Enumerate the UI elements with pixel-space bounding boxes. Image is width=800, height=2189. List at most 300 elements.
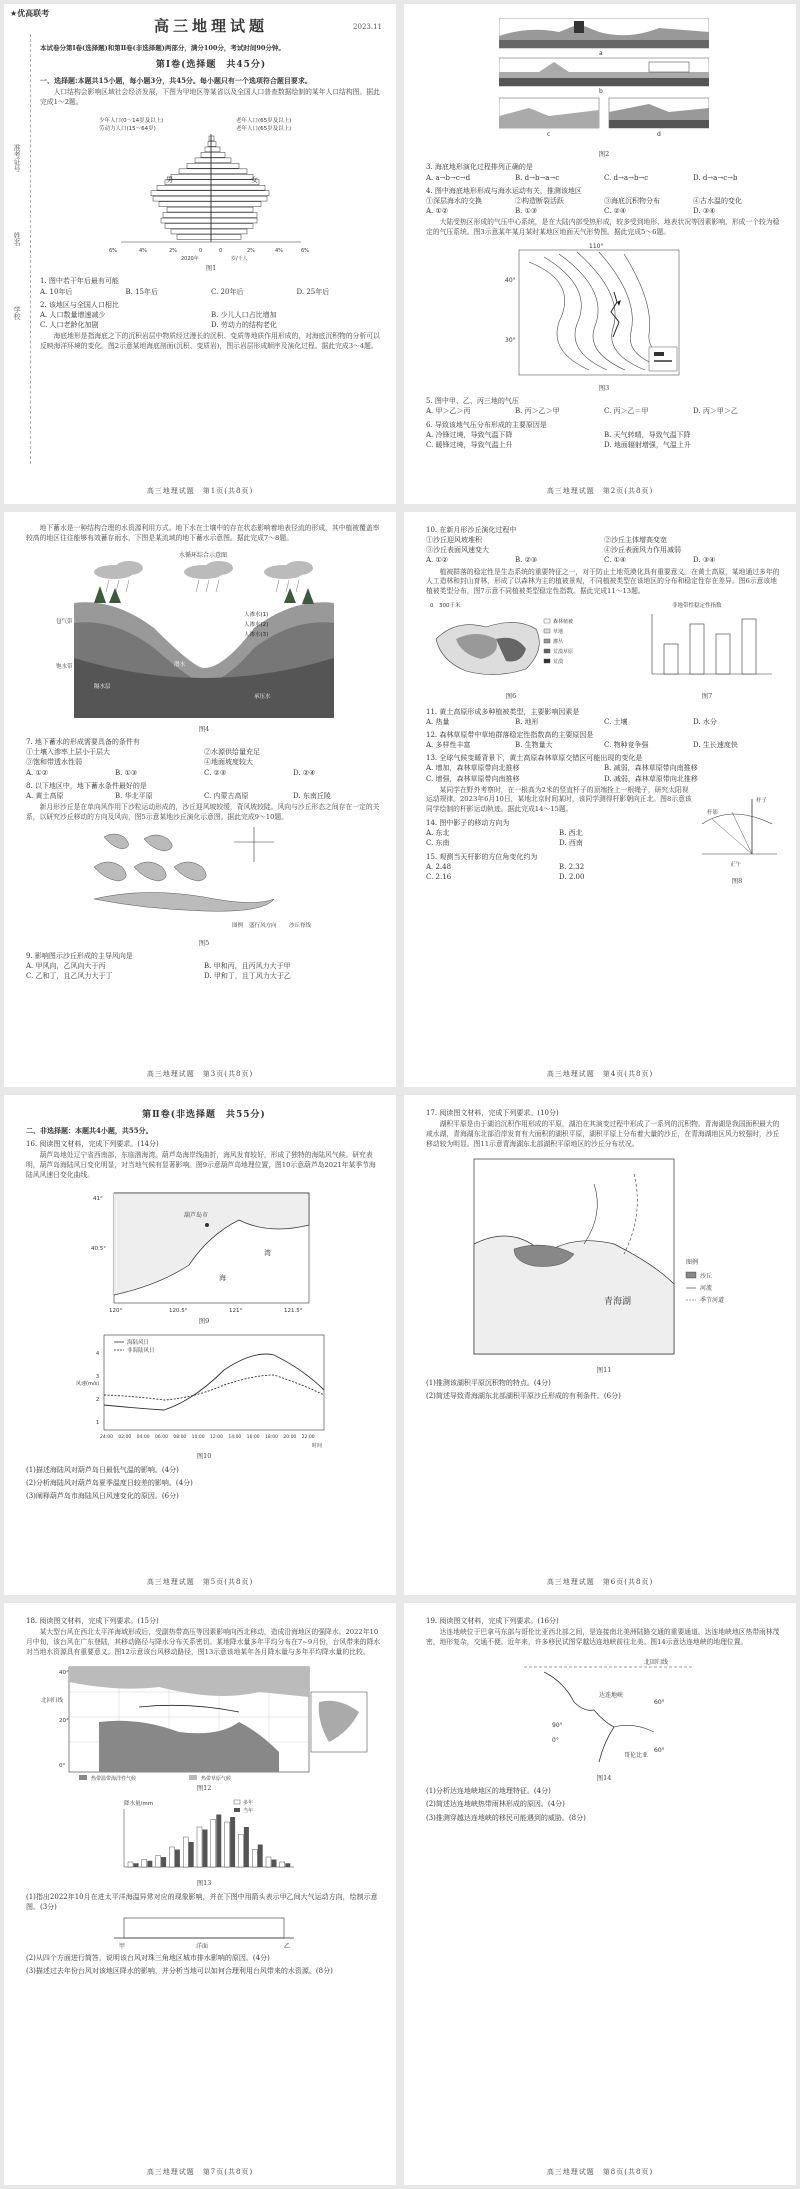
q7-item-4: ④地面坡度较大 xyxy=(204,758,253,767)
precip-bar-avg xyxy=(238,1835,243,1868)
pyramid-bar-right xyxy=(211,152,225,157)
q4-option-b: B. ①③ xyxy=(515,206,538,215)
profile-label-d: d xyxy=(657,131,661,138)
q10-option-a: A. ①② xyxy=(426,556,449,565)
qinghai-lake-map xyxy=(454,1154,754,1364)
page-5-footer: 高三地理试题 第5页(共8页) xyxy=(146,1577,254,1586)
fig12-tropic: 北回归线 xyxy=(41,1697,64,1704)
page-2-footer: 高三地理试题 第2页(共8页) xyxy=(546,486,654,495)
precip-bar-current xyxy=(203,1830,208,1868)
page-7-footer: 高三地理试题 第7页(共8页) xyxy=(146,2167,254,2176)
q11-option-d: D. 水分 xyxy=(693,717,717,726)
page-4-footer: 高三地理试题 第4页(共8页) xyxy=(546,1069,654,1078)
q4-item-1: ①深层海水的交换 xyxy=(426,196,482,205)
pyr-male: 男 xyxy=(166,176,173,185)
fig6-caption: 图6 xyxy=(505,692,517,701)
side-label-id: 准考证号 xyxy=(13,144,22,172)
pyr-right-tick-1: 0 xyxy=(219,248,223,255)
page-8-footer: 高三地理试题 第8页(共8页) xyxy=(546,2167,654,2176)
fig3-lon: 110° xyxy=(589,242,604,250)
axis-left: 甲 xyxy=(119,1942,126,1950)
pyramid-bar-left xyxy=(167,207,211,212)
q4-option-c: C. ②④ xyxy=(604,206,627,215)
pyramid-bar-right xyxy=(211,185,265,190)
q4-item-3: ③海底沉积物分布 xyxy=(604,196,660,205)
fig8-pole: 杆子 xyxy=(756,797,768,804)
legend-young: 少年人口(0～14岁及以上) xyxy=(99,118,164,125)
q10-option-b: B. ②③ xyxy=(515,556,538,565)
volume-1-heading: 第Ⅰ卷(选择题 共45分) xyxy=(155,60,267,71)
pyramid-bar-left xyxy=(208,142,211,147)
q13-option-b: B. 减弱，森林草原带向南推移 xyxy=(604,764,698,773)
fig12-legend-2: 热带草原气候 xyxy=(201,1775,232,1782)
fig14-lat-60s: 60° xyxy=(654,1746,665,1754)
q13-option-d: D. 减弱，森林草原带向北推移 xyxy=(604,774,698,783)
page-3 xyxy=(4,512,396,1087)
fig10-legend-sea: 海陆风日 xyxy=(127,1340,150,1347)
question-13: 13. 全球气候变暖背景下，黄土高原森林草原交错区可能出现的变化是 xyxy=(426,754,643,763)
groundwater-figure xyxy=(54,548,354,723)
fig10-x-tick: 10:00 xyxy=(191,1435,205,1441)
precipitation-chart xyxy=(104,1797,304,1877)
page-4 xyxy=(404,512,796,1087)
q18-sub-1: (1)指出2022年10月在进太平洋海温异常对应的现象影响，并在下图中用箭头表示甲乙间大气运动方向，绘制示意图。(3分) xyxy=(26,1892,378,1911)
q6-option-a: A. 冷锋过境，导致气温下降 xyxy=(426,430,513,439)
q14-option-a: A. 东北 xyxy=(426,829,450,838)
question-15: 15. 观测当天杆影的方位角变化约为 xyxy=(426,852,538,861)
pyr-year: 2020年 xyxy=(181,256,199,263)
q18-sub-3: (3)描述过去年份台风对该地区降水的影响，并分析当地可以如何合理利用台风带来的水资源。(8分) xyxy=(26,1966,333,1975)
fig10-x-tick: 22:00 xyxy=(301,1435,315,1441)
intro-q11-13: 植被群落的稳定性是生态系统的重要特征之一，对于防止土地荒漠化具有重要意义。在黄土高原，某地通过多年的人工造林和封山育林，形成了以森林为主的植被景观，不同植被类型在该地区的分布和稳定性存在差异。图6示意该地植被类型分布，图7示意不同植被类型稳定性指数。据此完成11～13题。 xyxy=(426,567,780,596)
fig14-darien: 达连地峡 xyxy=(599,1691,624,1699)
q7-option-c: C. ②③ xyxy=(204,768,227,777)
pyr-left-tick-1: 6% xyxy=(109,248,117,255)
q7-item-2: ②水源供给量充足 xyxy=(204,748,260,757)
pyramid-bar-right xyxy=(211,142,216,147)
fig9-lon-121: 121° xyxy=(229,1307,243,1314)
section-1-heading: 一、选择题:本题共15小题，每小题3分，共45分。每小题只有一个选项符合题目要求。 xyxy=(40,76,312,86)
shadow-trace-figure xyxy=(692,784,782,874)
precip-bar-current xyxy=(272,1860,277,1868)
page-2 xyxy=(404,4,796,504)
axis-mid: 洋面 xyxy=(196,1942,209,1950)
precip-bar-avg xyxy=(252,1850,257,1868)
fig10-ylabel: 风速(m/s) xyxy=(76,1381,100,1388)
fig10-x-tick: 06:00 xyxy=(155,1435,168,1441)
fig9-lon-120: 120° xyxy=(109,1307,123,1314)
binding-line xyxy=(30,34,31,464)
q3-option-a: A. a→b→c→d xyxy=(426,173,471,182)
pyramid-bar-right xyxy=(211,202,261,207)
pyramid-bar-left xyxy=(205,147,211,152)
q10-option-c: C. ①④ xyxy=(604,556,627,565)
profile-label-a: a xyxy=(599,50,603,57)
q11-option-c: C. 土壤 xyxy=(604,717,628,726)
q11-option-b: B. 地形 xyxy=(515,717,539,726)
pyr-right-tick-2: 2% xyxy=(247,248,255,255)
fig4-label-aeration: 包气带 xyxy=(56,618,73,625)
fig9-sea: 海 xyxy=(219,1273,226,1282)
q4-item-2: ②构造断裂活跃 xyxy=(515,196,564,205)
q10-item-2: ②沙丘主体增高变宽 xyxy=(604,536,667,545)
pyramid-bar-right xyxy=(211,224,253,229)
question-11: 11. 黄土高原形成多种植被类型，主要影响因素是 xyxy=(426,707,580,716)
fig5-legend-title: 图例 xyxy=(232,922,244,929)
exam-title: 高三地理试题 xyxy=(153,17,268,35)
fig9-bay: 湾 xyxy=(264,1248,271,1257)
precip-bar-avg xyxy=(266,1857,271,1867)
pyramid-bar-left xyxy=(165,224,211,229)
precip-bar-current xyxy=(161,1857,166,1867)
pyramid-bar-left xyxy=(187,163,211,168)
page-5 xyxy=(4,1095,396,1595)
legend-work: 劳动力人口(15～64岁) xyxy=(99,126,156,133)
q7-item-3: ③饱和带透水性弱 xyxy=(26,758,82,767)
fig10-x-ticks xyxy=(100,1434,315,1440)
pyramid-bar-right xyxy=(211,147,220,152)
q15-option-a: A. 2.48 xyxy=(426,862,452,871)
precip-bar-avg xyxy=(142,1860,147,1868)
question-4: 4. 图中海底地形形成与海水运动有关，推测该地区 xyxy=(426,186,582,195)
q19-sub-2: (2)简述达连地峡热带雨林形成的原因。(4分) xyxy=(426,1800,565,1809)
page-6-footer: 高三地理试题 第6页(共8页) xyxy=(546,1577,654,1586)
page-3-footer: 高三地理试题 第3页(共8页) xyxy=(146,1069,254,1078)
fig10-ytick-3: 3 xyxy=(96,1374,100,1381)
fig8-noon: 正午 xyxy=(730,861,742,868)
pyr-right-tick-3: 4% xyxy=(275,248,283,255)
question-16: 16. 阅读图文材料，完成下列要求。(14分) xyxy=(26,1140,159,1149)
q16-sub-2: (2)分析海陆风对葫芦岛夏季温度日较差的影响。(4分) xyxy=(26,1478,193,1487)
fig1-caption: 图1 xyxy=(205,264,217,273)
q2-option-b: B. 少儿人口占比增加 xyxy=(211,310,277,319)
fig2-caption: 图2 xyxy=(598,150,610,158)
pyramid-bars xyxy=(151,136,269,239)
axis-right: 乙 xyxy=(284,1942,291,1950)
page-6 xyxy=(404,1095,796,1595)
precip-bar-avg xyxy=(211,1820,216,1868)
q7-option-d: D. ②④ xyxy=(293,768,316,777)
fig6-legend-desert: 荒漠 xyxy=(553,659,564,666)
fig4-label-saturation: 饱水带 xyxy=(56,663,73,670)
fig3-lat-40: 40° xyxy=(505,276,516,284)
fig6-legend-grass: 草地 xyxy=(553,629,564,636)
q8-option-a: A. 黄土高原 xyxy=(26,791,64,800)
fig8-caption: 图8 xyxy=(731,876,743,885)
q18-sub-2: (2)从四个方面进行简答，说明该台风对珠三角地区城市排水影响的原因。(4分) xyxy=(26,1953,270,1962)
q5-option-d: D. 丙＞甲＞乙 xyxy=(693,407,738,416)
pyramid-bar-right xyxy=(211,169,247,174)
q15-option-c: C. 2.16 xyxy=(426,872,452,881)
fig12-lat-0: 0° xyxy=(59,1762,66,1769)
pyr-left-tick-4: 0 xyxy=(199,248,203,255)
fig4-caption: 图4 xyxy=(198,724,210,733)
q9-option-c: C. 乙和丁，且乙风力大于丁 xyxy=(26,972,113,981)
volume-2-heading: 第Ⅱ卷(非选择题 共55分) xyxy=(142,1110,266,1120)
q16-sub-1: (1)描述海陆风对葫芦岛日最低气温的影响。(4分) xyxy=(26,1465,179,1474)
q5-option-b: B. 丙＞乙＞甲 xyxy=(515,407,560,416)
q17-sub-1: (1)推测该湖积平原沉积物的特点。(4分) xyxy=(426,1379,551,1388)
intro-q3-4: 海底地形是指海底之下的沉积岩层中物质经过漫长的沉积、变质等地质作用形成的，对海底沉积物的分析可以反映海洋环境的变化。图2示意某地海底剖面(沉积、变质岩)，图示岩层形成顺序及演化过程。据此完成3～4题。 xyxy=(40,332,380,351)
q11-option-a: A. 热量 xyxy=(426,717,450,726)
q7-option-b: B. ①③ xyxy=(115,768,138,777)
question-1: 1. 图中若干年后最有可能 xyxy=(40,277,119,286)
question-10: 10. 在新月形沙丘演化过程中 xyxy=(426,526,517,534)
q12-option-b: B. 生物量大 xyxy=(515,741,553,750)
question-5: 5. 图中甲、乙、丙三地的气压 xyxy=(426,397,519,406)
pyramid-bar-right xyxy=(211,191,269,196)
precip-bar-avg xyxy=(183,1837,188,1867)
precip-bar-current xyxy=(258,1845,263,1868)
precip-bar-current xyxy=(285,1863,290,1867)
drawing-area[interactable] xyxy=(104,1916,304,1950)
question-19: 19. 阅读图文材料，完成下列要求。(16分) xyxy=(426,1617,559,1625)
intro-q9-10: 新月形沙丘是在单向风作用下沙粒运动形成的，沙丘迎风坡较缓，背风坡较陡。风向与沙丘形态之间存在一定的关系，以研究沙丘移动的方向及风向，图5示意某地沙丘演化示意图。据此完成9～10题。 xyxy=(26,802,380,821)
precip-bar-avg xyxy=(197,1827,202,1867)
fig9-caption: 图9 xyxy=(198,1316,210,1325)
fig7-caption: 图7 xyxy=(701,692,713,701)
profile-label-c: c xyxy=(547,131,551,138)
fig10-ytick-2: 2 xyxy=(96,1397,100,1404)
pyramid-bar-left xyxy=(153,196,211,201)
q2-option-a: A. 人口数量增速减少 xyxy=(40,310,106,319)
legend-old-m: 老年人口(65岁及以上) xyxy=(236,118,292,125)
question-2: 2. 该地区与全国人口相比 xyxy=(40,300,119,309)
pyr-left-tick-3: 2% xyxy=(169,248,177,255)
q2-option-d: D. 劳动力的结构老化 xyxy=(211,321,277,330)
q5-option-c: C. 丙＞乙＝甲 xyxy=(604,407,649,416)
pyr-right-tick-4: 6% xyxy=(301,248,309,255)
question-14: 14. 图中影子的移动方向为 xyxy=(426,819,510,828)
exam-badge: ★优高联考 xyxy=(10,9,50,18)
q3-option-b: B. d→b→a→c xyxy=(515,173,560,182)
pyramid-bar-left xyxy=(171,229,211,234)
side-label-name: 姓名 xyxy=(13,232,22,246)
legend-old-f: 老年人口(65岁及以上) xyxy=(236,126,292,133)
fig4-label-infil-2: 人渗水(2) xyxy=(244,621,269,628)
wind-speed-chart xyxy=(74,1330,334,1450)
q14-option-c: C. 东南 xyxy=(426,839,450,848)
precip-bar-current xyxy=(244,1827,249,1867)
candidate-info-sidebar xyxy=(12,144,26,380)
q4-item-4: ④古水温的变化 xyxy=(693,196,742,205)
fig11-caption: 图11 xyxy=(596,1365,612,1374)
fig10-legend-non: 非海陆风日 xyxy=(127,1348,155,1355)
q4-option-d: D. ③④ xyxy=(693,206,716,215)
fig10-x-tick: 08:00 xyxy=(173,1435,187,1441)
pyramid-bar-left xyxy=(179,169,211,174)
fig10-x-tick: 18:00 xyxy=(265,1435,278,1441)
intro-q16: 葫芦岛地处辽宁省西南部，东临渤海湾。葫芦岛海岸线曲折，海风发育较好，形成了独特的海陆风气候。研究表明，葫芦岛海陆风日变化明显，对当地气候有显著影响。图9示意葫芦岛地理位置，图10示意葫芦岛2021年某季节海陆风风速日变化曲线。 xyxy=(26,1151,376,1180)
pyramid-bar-left xyxy=(163,213,211,218)
q8-option-c: C. 内蒙古高原 xyxy=(204,791,249,800)
precip-bar-current xyxy=(189,1842,194,1867)
fig4-label-aquiclude: 隔水层 xyxy=(94,683,111,690)
pyramid-bar-left xyxy=(151,191,211,196)
q3-option-d: D. d→a→c→b xyxy=(693,173,738,182)
stability-bar-chart xyxy=(632,599,782,689)
fig11-legend-seasonal: 季节河道 xyxy=(700,1296,725,1304)
fig10-xlabel: 时间 xyxy=(312,1443,323,1450)
section-2-heading: 二、非选择题：本题共4小题，共55分。 xyxy=(26,1126,153,1136)
q8-option-b: B. 华北平原 xyxy=(115,791,153,800)
fig9-lon-120-5: 120.5° xyxy=(169,1307,188,1314)
fig5-legend-wind: 盛行风方向 xyxy=(249,922,277,929)
q13-option-a: A. 增加，森林草原带向北推移 xyxy=(426,764,520,773)
darien-map xyxy=(504,1652,704,1772)
pyramid-bar-left xyxy=(161,218,211,223)
fig8-shadow: 杆影 xyxy=(707,809,719,816)
fig4-label-infil-3: 人渗水(3) xyxy=(244,631,269,638)
fig12-lat-40: 40° xyxy=(59,1669,69,1676)
precip-bar-avg xyxy=(280,1862,285,1867)
q10-item-1: ①沙丘迎风坡堆积 xyxy=(426,536,482,545)
q1-option-b: B. 15年后 xyxy=(125,287,159,296)
fig12-legend-1: 热带温带海洋性气候 xyxy=(91,1775,137,1782)
q8-option-d: D. 东南丘陵 xyxy=(293,791,331,800)
fig10-x-tick: 04:00 xyxy=(136,1435,150,1441)
q3-option-c: C. d→a→b→c xyxy=(604,173,649,182)
side-label-school: 学校 xyxy=(13,306,22,320)
page-8 xyxy=(404,1603,796,2185)
q17-sub-2: (2)简述导致青海湖东北部湖积平原沙丘形成的有利条件。(6分) xyxy=(426,1392,621,1401)
fig11-legend-river: 河流 xyxy=(700,1284,713,1292)
precip-bar-avg xyxy=(169,1847,174,1867)
pyramid-bar-right xyxy=(211,163,239,168)
pyr-axis: 岁/千人 xyxy=(231,256,248,263)
fig6-legend-steppe: 荒漠草原 xyxy=(553,649,574,656)
intro-q5-6: 大陆受热区形成的气压中心系统，是在大陆内部受热形成，较多受到地形、地表状况等因素影响，形成一个较为稳定的气压系统。图3示意某年某月某时某地区地面天气形势图。据此完成5～6题。 xyxy=(426,218,780,236)
pyr-left-tick-2: 4% xyxy=(139,248,147,255)
pyramid-bar-right xyxy=(211,207,253,212)
fig11-legend-dune: 沙丘 xyxy=(700,1272,713,1280)
fig12-lat-20: 20° xyxy=(59,1717,69,1724)
fig10-ytick-4: 4 xyxy=(96,1351,100,1358)
fig4-top: 水循环综合示意图 xyxy=(179,551,228,559)
intro-q19: 达连地峡位于巴拿马东部与哥伦比亚西北部之间，是连接南北美洲陆路交通的重要通道。达连地峡地区热带雨林茂密，地形复杂，交通不便。近年来，许多移民试图穿越达连地峡前往北美。图14示意达连地峡的地理位置。 xyxy=(426,1628,780,1646)
q13-option-c: C. 增强，森林草原带向南推移 xyxy=(426,774,520,783)
pyramid-bar-right xyxy=(211,229,247,234)
q16-sub-3: (3)阐释葫芦岛市海陆风日风速变化的原因。(6分) xyxy=(26,1491,179,1500)
page-1-footer: 高三地理试题 第1页(共8页) xyxy=(146,486,254,495)
pyramid-bar-right xyxy=(211,174,253,179)
q7-option-a: A. ①② xyxy=(26,768,49,777)
pyramid-bar-left xyxy=(159,202,211,207)
question-7: 7. 地下蓄水的形成需要具备的条件有 xyxy=(26,738,140,747)
q10-option-d: D. ③④ xyxy=(693,556,716,565)
fig11-legend-title: 图例 xyxy=(686,1258,699,1266)
pyramid-bar-right xyxy=(211,136,214,141)
intro-q17: 湖积平原是由于湖泊沉积作用形成的平原，湖泊在其演变过程中形成了一系列的沉积物。青海湖是我国面积最大的咸水湖，青海湖东北部沿岸发育有大面积的湖积平原，湖积平原上分布着大量的沙丘，在青海湖地区风力较强时，沙丘移动较为明显。图11示意青海湖东北部湖积平原地区的沙丘分布状况。 xyxy=(426,1120,780,1148)
fig9-place: 葫芦岛市 xyxy=(184,1211,209,1219)
q7-item-1: ①土壤入渗率上层小于层大 xyxy=(26,748,110,757)
q4-option-a: A. ①② xyxy=(426,206,449,215)
intro-q14-15: 某同学在野外考察时，在一根高为2米的竖直杆子的顶端拴上一根绳子，研究太阳视运动规律。2023年6月10日，某地北京时间某时，该同学测得杆影朝向正北。图8示意该同学绘制的杆影运动轨迹。据此完成14～15题。 xyxy=(426,785,692,814)
question-6: 6. 导致该地气压分布形成的主要原因是 xyxy=(426,420,547,429)
q6-option-b: B. 天气转晴，导致气温下降 xyxy=(604,430,691,439)
pyramid-bar-right xyxy=(211,158,231,163)
precip-bar-current xyxy=(216,1815,221,1868)
precip-bar-current xyxy=(175,1850,180,1868)
intro-q1-2: 人口结构会影响区域社会经济发展，下图为甲地区等某省以及全国人口普查数据绘制的某年人口结构图。据此完成1～2题。 xyxy=(40,88,380,107)
precipitation-bars xyxy=(128,1815,290,1868)
fig11-lake: 青海湖 xyxy=(604,1296,632,1307)
pyramid-bar-left xyxy=(195,158,211,163)
q19-sub-3: (3)推测穿越达连地峡的移民可能遇到的威胁。(8分) xyxy=(426,1813,586,1822)
exam-notice: 本试卷分第Ⅰ卷(选择题)和第Ⅱ卷(非选择题)两部分，满分100分，考试时间90分钟。 xyxy=(40,43,285,52)
q12-option-a: A. 多样性丰富 xyxy=(426,741,471,750)
fig10-ytick-1: 1 xyxy=(96,1420,100,1427)
q14-option-d: D. 西南 xyxy=(559,839,583,848)
fig10-x-tick: 24:00 xyxy=(100,1435,113,1441)
pyr-female: 女 xyxy=(251,176,258,185)
exam-date: 2023.11 xyxy=(353,23,382,31)
fig9-lat-41: 41° xyxy=(93,1195,103,1202)
precip-bar-avg xyxy=(225,1822,230,1867)
fig4-label-confined: 承压水 xyxy=(254,693,271,700)
fig6-scale: 0 300千米 xyxy=(430,603,461,610)
pyramid-bar-left xyxy=(157,185,211,190)
fig4-label-infil-1: 人渗水(1) xyxy=(244,611,269,618)
pyramid-bar-right xyxy=(211,213,257,218)
fig5-legend-ridge: 沙丘脊线 xyxy=(289,922,312,929)
pyramid-bar-right xyxy=(211,218,257,223)
fig6-legend-shrub: 灌丛 xyxy=(553,639,564,646)
q10-item-4: ④沙丘表面风力作用减弱 xyxy=(604,546,681,555)
profile-b xyxy=(499,58,709,95)
q19-sub-1: (1)分析达连地峡地区的地理特征。(4分) xyxy=(426,1787,551,1796)
fig10-x-tick: 02:00 xyxy=(118,1435,132,1441)
q5-option-a: A. 甲＞乙＞丙 xyxy=(426,407,471,416)
fig14-lon-90: 90° xyxy=(552,1721,563,1729)
fig10-x-tick: 14:00 xyxy=(228,1435,242,1441)
vegetation-map xyxy=(426,599,596,689)
fig7-title: 非地带性稳定性指数 xyxy=(672,603,722,610)
q9-option-a: A. 甲风向，乙风向大于丙 xyxy=(26,962,106,971)
fig9-lat-40-5: 40.5° xyxy=(91,1245,106,1252)
fig10-x-tick: 20:00 xyxy=(283,1435,297,1441)
question-3: 3. 海底地形演化过程排列正确的是 xyxy=(426,163,533,172)
fig14-colombia: 哥伦比亚 xyxy=(624,1751,649,1759)
precip-bar-current xyxy=(230,1817,235,1867)
fig14-lat-0: 0° xyxy=(552,1736,559,1744)
q1-option-a: A. 10年后 xyxy=(40,287,73,296)
fig13-legend-cur: 当年 xyxy=(243,1808,254,1815)
pyramid-bar-right xyxy=(211,235,241,240)
precip-bar-avg xyxy=(156,1856,161,1867)
q1-option-d: D. 25年后 xyxy=(296,287,330,296)
fig14-caption: 图14 xyxy=(596,1773,612,1782)
huludao-map-figure xyxy=(89,1185,319,1315)
q6-option-c: C. 暖锋过境，导致气温上升 xyxy=(426,440,513,449)
fig13-legend-avg: 多年 xyxy=(243,1800,254,1807)
profile-c xyxy=(499,98,709,138)
question-8: 8. 以下地区中，地下蓄水条件最好的是 xyxy=(26,781,147,790)
pyramid-bar-left xyxy=(171,174,211,179)
fig4-label-phreatic: 潜水 xyxy=(174,661,186,668)
fig5-caption: 图5 xyxy=(198,938,210,947)
intro-q7-8: 地下蓄水是一种结构合理的水资源利用方式。地下水在土壤中的存在状态影响着地表径流的形成，其中植被覆盖率较高的地区往往能够有效蓄存雨水，下图是某流域的地下蓄水示意图。据此完成7～8题。 xyxy=(26,524,380,542)
q15-option-b: B. 2.32 xyxy=(559,862,585,871)
page-7 xyxy=(4,1603,396,2185)
question-12: 12. 森林草原带中草地群落稳定性指数高的主要原因是 xyxy=(426,730,594,739)
typhoon-map-figure xyxy=(39,1662,369,1782)
q15-option-d: D. 2.00 xyxy=(559,872,585,881)
fig10-caption: 图10 xyxy=(196,1452,212,1461)
seafloor-profiles-figure xyxy=(499,18,709,148)
q12-option-d: D. 生长速度快 xyxy=(693,741,738,750)
precip-bar-current xyxy=(147,1861,152,1867)
